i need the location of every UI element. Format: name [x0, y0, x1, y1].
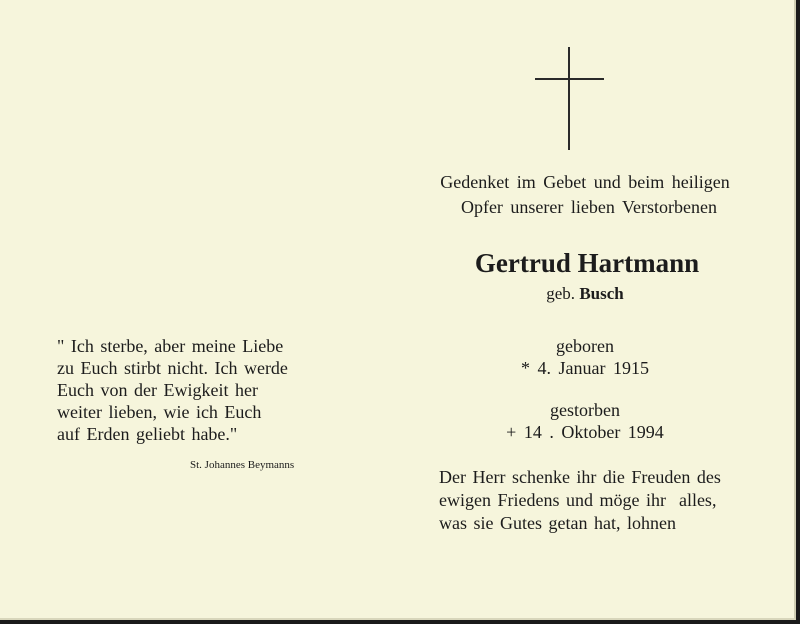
deceased-name: Gertrud Hartmann — [474, 248, 700, 278]
maiden-surname: Busch — [579, 284, 624, 303]
born-label: geboren — [556, 336, 614, 356]
quote-line-1: " Ich sterbe, aber meine Liebe — [57, 336, 284, 356]
quote-line-4: weiter lieben, wie ich Euch — [57, 402, 262, 422]
cross-horizontal-bar — [535, 78, 604, 80]
died-label: gestorben — [550, 400, 620, 420]
intro-line-1: Gedenket im Gebet und beim heiligen — [440, 172, 730, 192]
maiden-prefix: geb. — [546, 284, 576, 303]
died-date: + 14 . Oktober 1994 — [506, 422, 664, 442]
quote-source: St. Johannes Beymanns — [190, 459, 295, 471]
born-date: * 4. Januar 1915 — [521, 358, 649, 378]
quote-line-5: auf Erden geliebt habe." — [57, 424, 238, 444]
maiden-name — [430, 282, 740, 306]
prayer-text — [439, 466, 769, 535]
intro-text — [420, 170, 750, 220]
intro-line-2: Opfer unserer lieben Verstorbenen — [460, 197, 718, 217]
quote-line-2: zu Euch stirbt nicht. Ich werde — [57, 358, 288, 378]
prayer-line-3: was sie Gutes getan hat, lohnen — [439, 513, 676, 533]
cross-vertical-bar — [568, 47, 570, 150]
quote-text — [57, 335, 327, 445]
quote-line-3: Euch von der Ewigkeit her — [57, 380, 258, 400]
prayer-line-1: Der Herr schenke ihr die Freuden des — [439, 467, 721, 487]
prayer-line-2: ewigen Friedens und möge ihr alles, — [439, 490, 717, 510]
